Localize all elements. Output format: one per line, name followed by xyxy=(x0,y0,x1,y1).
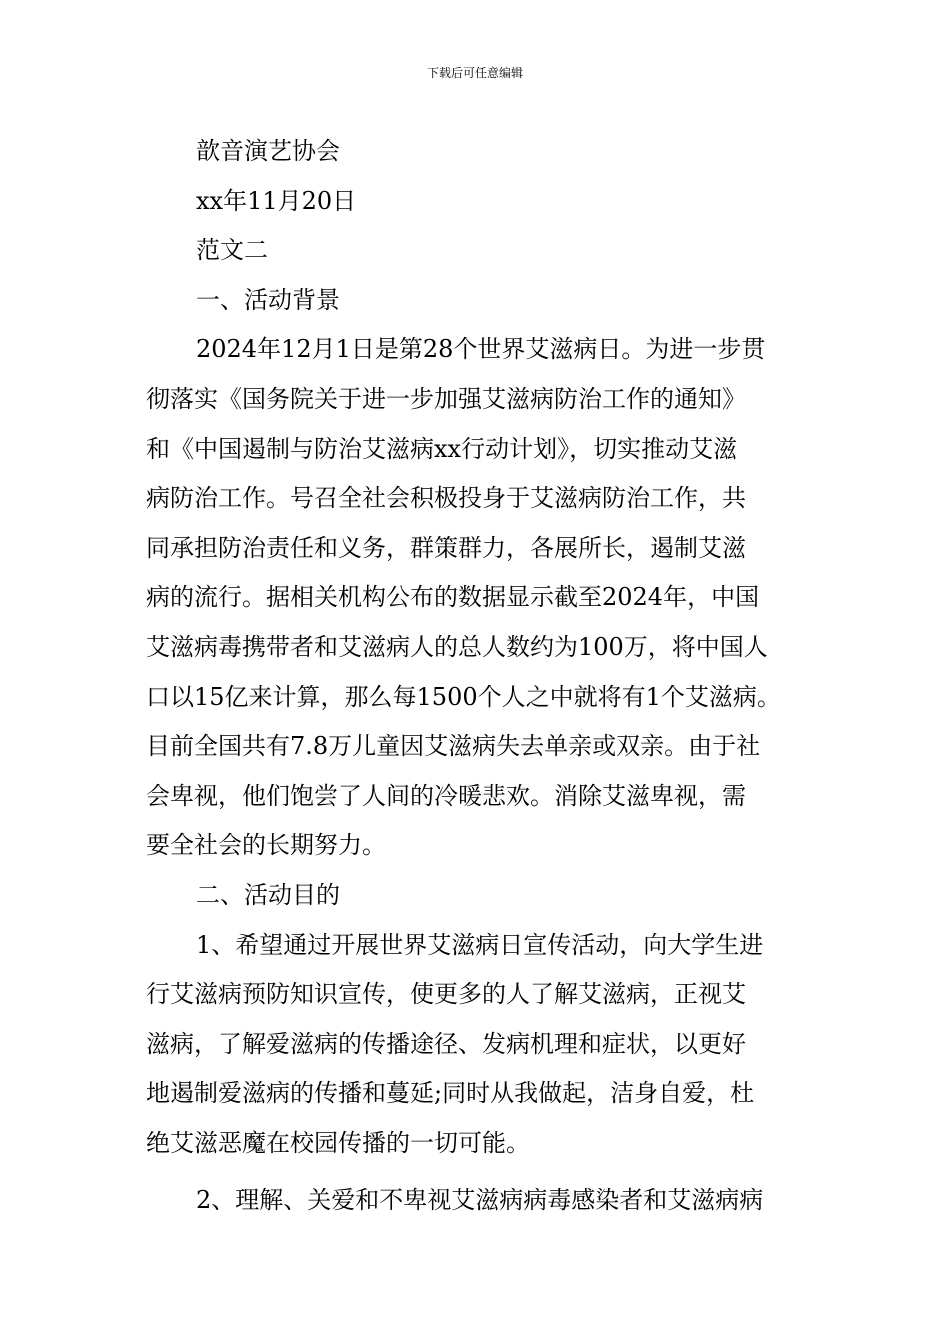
text-line: 1、希望通过开展世界艾滋病日宣传活动，向大学生进 xyxy=(196,930,764,959)
text-line: 同承担防治责任和义务，群策群力，各展所长，遏制艾滋 xyxy=(146,533,746,562)
text-line: 地遏制爱滋病的传播和蔓延;同时从我做起，洁身自爱，杜 xyxy=(146,1079,755,1108)
text-line: 病的流行。据相关机构公布的数据显示截至2024年，中国 xyxy=(146,583,760,612)
section-heading: 二、活动目的 xyxy=(196,880,340,909)
text-line: 歆音演艺协会 xyxy=(196,137,340,165)
text-line: 和《中国遏制与防治艾滋病xx行动计划》，切实推动艾滋 xyxy=(146,434,738,463)
text-line: 行艾滋病预防知识宣传，使更多的人了解艾滋病，正视艾 xyxy=(146,980,746,1009)
text-line: 艾滋病毒携带者和艾滋病人的总人数约为100万，将中国人 xyxy=(146,632,768,661)
page-header: 下载后可任意编辑 xyxy=(426,66,523,80)
text-line: 2、理解、关爱和不卑视艾滋病病毒感染者和艾滋病病 xyxy=(196,1186,764,1215)
paragraph-gap xyxy=(146,1168,820,1176)
text-line: xx年11月20日 xyxy=(196,186,357,215)
text-line: 要全社会的长期努力。 xyxy=(146,831,386,860)
text-line: 滋病，了解爱滋病的传播途径、发病机理和症状，以更好 xyxy=(146,1029,746,1058)
section-heading: 一、活动背景 xyxy=(196,285,340,314)
document-body xyxy=(146,127,820,1226)
text-line: 彻落实《国务院关于进一步加强艾滋病防治工作的通知》 xyxy=(146,384,746,413)
text-line: 病防治工作。号召全社会积极投身于艾滋病防治工作，共 xyxy=(146,484,746,513)
text-line: 口以15亿来计算，那么每1500个人之中就将有1个艾滋病。 xyxy=(146,682,781,711)
text-line: 绝艾滋恶魔在校园传播的一切可能。 xyxy=(146,1128,530,1157)
text-line: 目前全国共有7.8万儿童因艾滋病失去单亲或双亲。由于社 xyxy=(146,732,761,761)
text-line: 2024年12月1日是第28个世界艾滋病日。为进一步贯 xyxy=(196,335,766,364)
text-line: 范文二 xyxy=(196,236,268,265)
text-line: 会卑视，他们饱尝了人间的冷暖悲欢。消除艾滋卑视，需 xyxy=(146,781,746,810)
